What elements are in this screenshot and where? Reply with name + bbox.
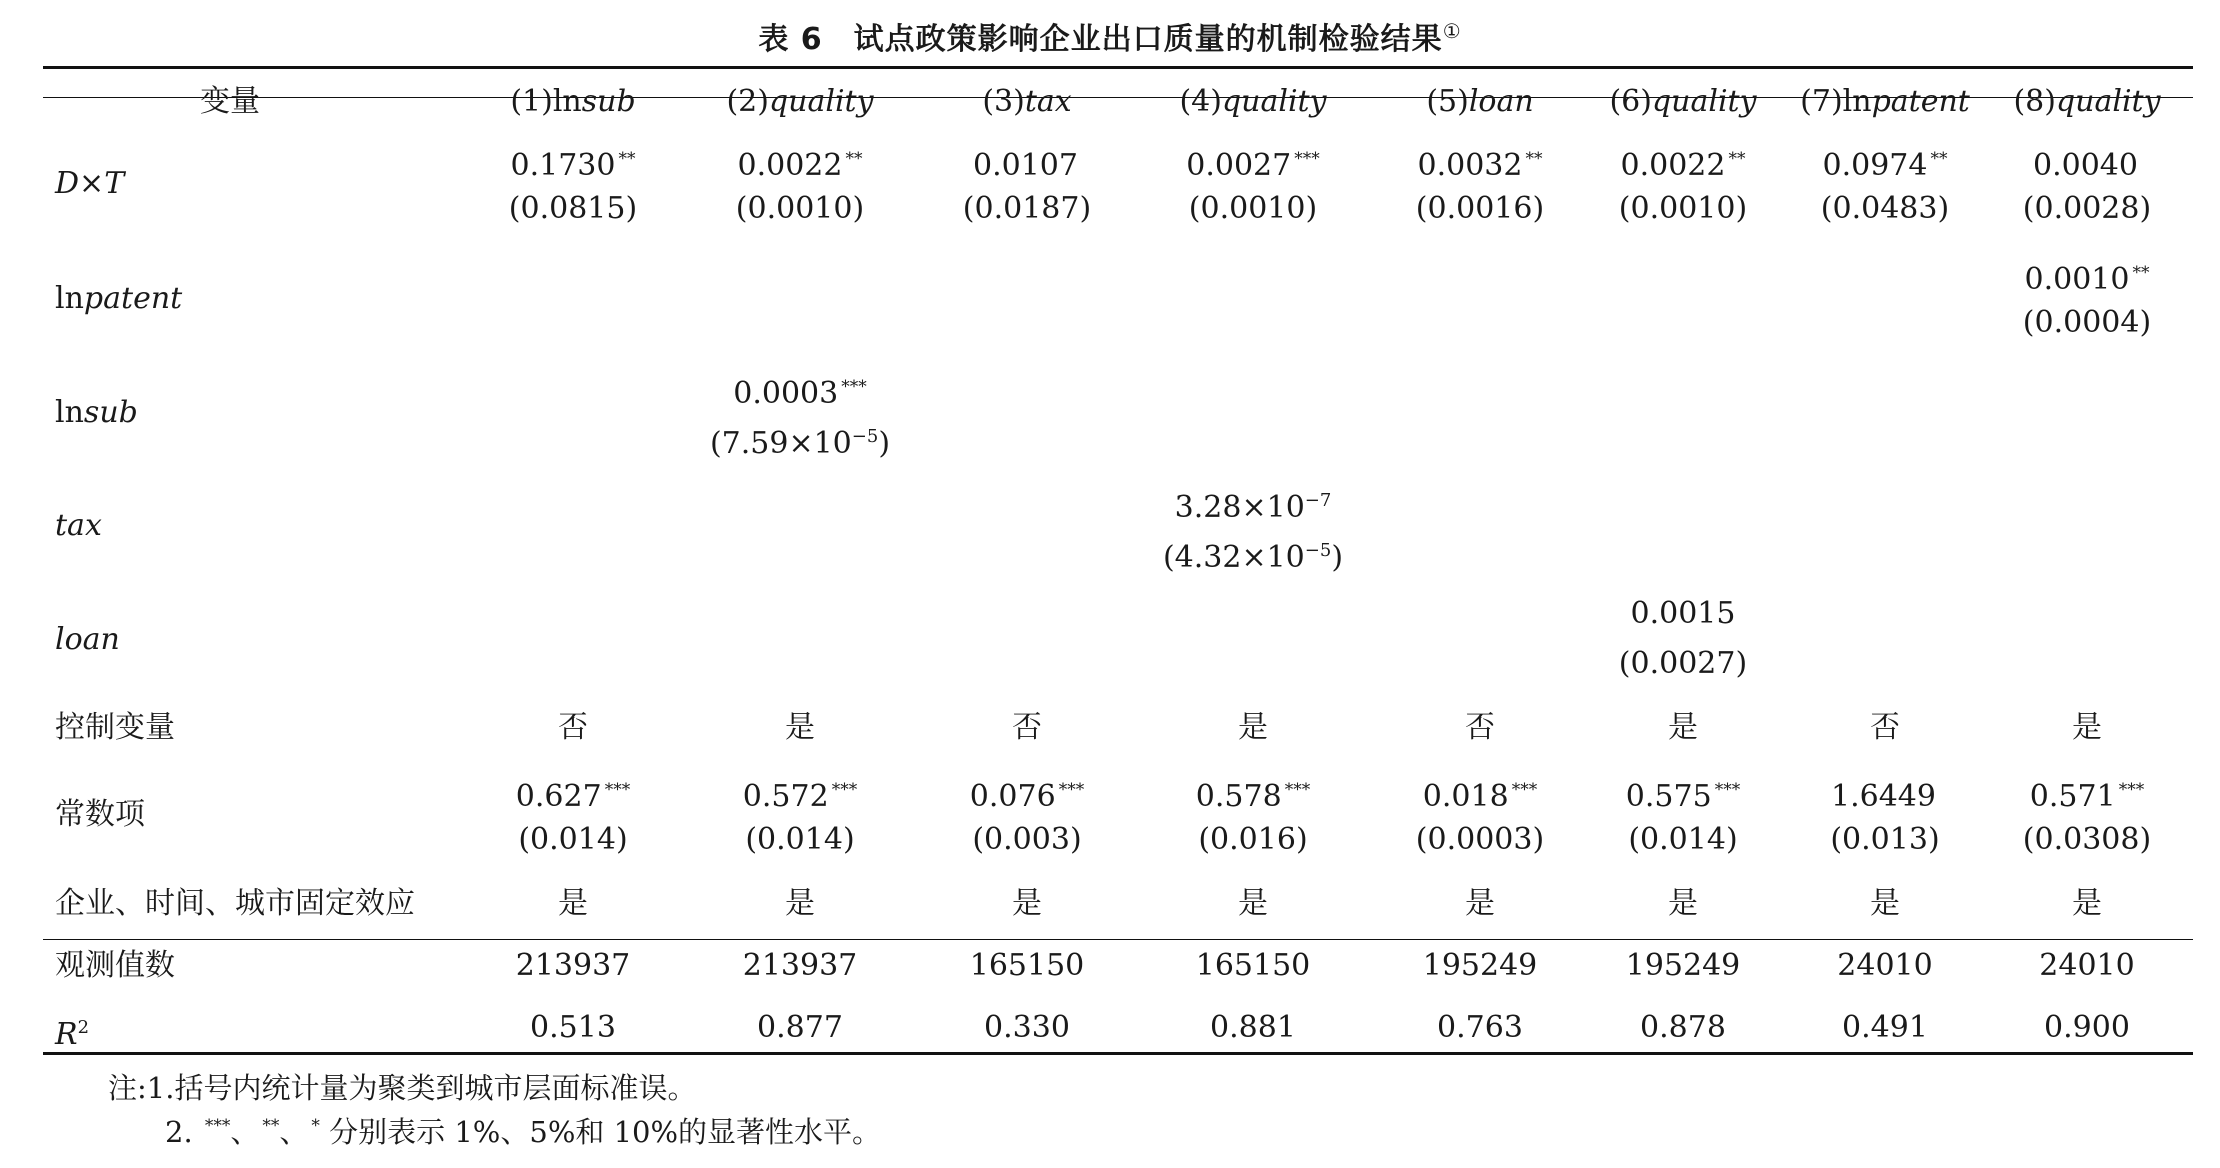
se-cell: (0.016) <box>1198 822 1308 857</box>
obs-cell: 213937 <box>515 948 631 983</box>
row-label-observations: 观测值数 <box>55 948 175 983</box>
fe-cell: 是 <box>2072 886 2102 921</box>
row-label-r2: $R^2$ <box>55 1017 90 1052</box>
fe-cell: 是 <box>1238 886 1268 921</box>
row-label-lnsub: lnsub <box>55 395 138 430</box>
column-header: (2)quality <box>726 84 874 119</box>
obs-cell: 195249 <box>1625 948 1741 983</box>
se-cell: (0.0010) <box>735 191 865 226</box>
r2-cell: 0.877 <box>757 1010 843 1045</box>
r2-cell: 0.513 <box>530 1010 616 1045</box>
row-label-fixed-effects: 企业、时间、城市固定效应 <box>55 886 415 921</box>
r2-cell: 0.878 <box>1640 1010 1726 1045</box>
coef-cell: 0.0010 ** <box>2024 262 2150 297</box>
row-label-controls: 控制变量 <box>55 710 175 745</box>
coef-cell: 0.572 *** <box>742 779 858 814</box>
column-header: (1)lnsub <box>510 84 636 119</box>
row-label-lnpatent: lnpatent <box>55 281 183 316</box>
column-header: (7)lnpatent <box>1800 84 1970 119</box>
coef-cell: $3.28\times 10^{-7}$ <box>1174 490 1332 525</box>
coef-cell: 0.0015 <box>1630 596 1736 631</box>
row-label-loan: loan <box>55 622 120 657</box>
se-cell: (0.013) <box>1830 822 1940 857</box>
coef-cell: 0.076 *** <box>969 779 1085 814</box>
se-cell: (0.0003) <box>1415 822 1545 857</box>
coef-cell: 0.0022 ** <box>1620 148 1746 183</box>
coef-cell: 0.1730 ** <box>510 148 636 183</box>
r2-cell: 0.330 <box>984 1010 1070 1045</box>
obs-cell: 213937 <box>742 948 858 983</box>
fe-cell: 是 <box>1465 886 1495 921</box>
controls-cell: 是 <box>1668 710 1698 745</box>
se-cell: (0.0010) <box>1188 191 1318 226</box>
fe-cell: 是 <box>1012 886 1042 921</box>
se-cell: $(4.32\times 10^{-5})$ <box>1162 540 1344 575</box>
se-cell: (0.0187) <box>962 191 1092 226</box>
coef-cell: 0.627 *** <box>515 779 631 814</box>
bottom-rule <box>43 1052 2193 1055</box>
column-header: (4)quality <box>1179 84 1327 119</box>
obs-cell: 24010 <box>1837 948 1933 983</box>
controls-cell: 否 <box>1870 710 1900 745</box>
note-line-2: 2. ***、 **、 * 分别表示 1%、5%和 10%的显著性水平。 <box>165 1115 882 1149</box>
coef-cell: 0.0040 <box>2033 148 2138 183</box>
coef-cell: 0.575 *** <box>1625 779 1741 814</box>
r2-cell: 0.900 <box>2044 1010 2130 1045</box>
controls-cell: 否 <box>1012 710 1042 745</box>
se-cell: (0.014) <box>1628 822 1738 857</box>
controls-cell: 是 <box>1238 710 1268 745</box>
row-label-tax: tax <box>55 508 102 543</box>
se-cell: (0.0308) <box>2022 822 2152 857</box>
column-header: (8)quality <box>2013 84 2161 119</box>
coef-cell: 1.6449 <box>1831 779 1936 814</box>
se-cell: (0.014) <box>745 822 855 857</box>
top-rule <box>43 66 2193 69</box>
coef-cell: 0.0107 <box>973 148 1078 183</box>
coef-cell: 0.018 *** <box>1422 779 1538 814</box>
se-cell: $(7.59\times 10^{-5})$ <box>709 426 891 461</box>
controls-cell: 是 <box>785 710 815 745</box>
fe-cell: 是 <box>1870 886 1900 921</box>
se-cell: (0.014) <box>518 822 628 857</box>
row-label-dt: D×T <box>55 166 125 201</box>
fe-cell: 是 <box>785 886 815 921</box>
fe-cell: 是 <box>558 886 588 921</box>
controls-cell: 否 <box>558 710 588 745</box>
coef-cell: 0.0022 ** <box>737 148 863 183</box>
coef-cell: 0.0032 ** <box>1417 148 1543 183</box>
controls-cell: 是 <box>2072 710 2102 745</box>
mid-rule <box>43 939 2193 940</box>
se-cell: (0.0483) <box>1820 191 1950 226</box>
controls-cell: 否 <box>1465 710 1495 745</box>
note-line-1: 注:1.括号内统计量为聚类到城市层面标准误。 <box>108 1071 697 1105</box>
obs-cell: 165150 <box>969 948 1085 983</box>
se-cell: (0.0004) <box>2022 305 2152 340</box>
fe-cell: 是 <box>1668 886 1698 921</box>
header-label: 变量 <box>200 84 260 119</box>
column-header: (6)quality <box>1609 84 1757 119</box>
se-cell: (0.0010) <box>1618 191 1748 226</box>
se-cell: (0.0815) <box>508 191 638 226</box>
coef-cell: 0.0027 *** <box>1186 148 1320 183</box>
r2-cell: 0.881 <box>1210 1010 1296 1045</box>
column-header: (5)loan <box>1426 84 1534 119</box>
se-cell: (0.0016) <box>1415 191 1545 226</box>
r2-cell: 0.763 <box>1437 1010 1523 1045</box>
row-label-constant: 常数项 <box>55 797 145 832</box>
se-cell: (0.0028) <box>2022 191 2152 226</box>
table-title: 表 6 试点政策影响企业出口质量的机制检验结果① <box>758 19 1462 57</box>
obs-cell: 165150 <box>1195 948 1311 983</box>
coef-cell: 0.578 *** <box>1195 779 1311 814</box>
column-header: (3)tax <box>982 84 1072 119</box>
obs-cell: 24010 <box>2039 948 2135 983</box>
se-cell: (0.0027) <box>1618 646 1748 681</box>
coef-cell: 0.571 *** <box>2029 779 2145 814</box>
coef-cell: 0.0974 ** <box>1822 148 1948 183</box>
obs-cell: 195249 <box>1422 948 1538 983</box>
r2-cell: 0.491 <box>1842 1010 1928 1045</box>
se-cell: (0.003) <box>972 822 1082 857</box>
coef-cell: 0.0003 *** <box>733 376 867 411</box>
